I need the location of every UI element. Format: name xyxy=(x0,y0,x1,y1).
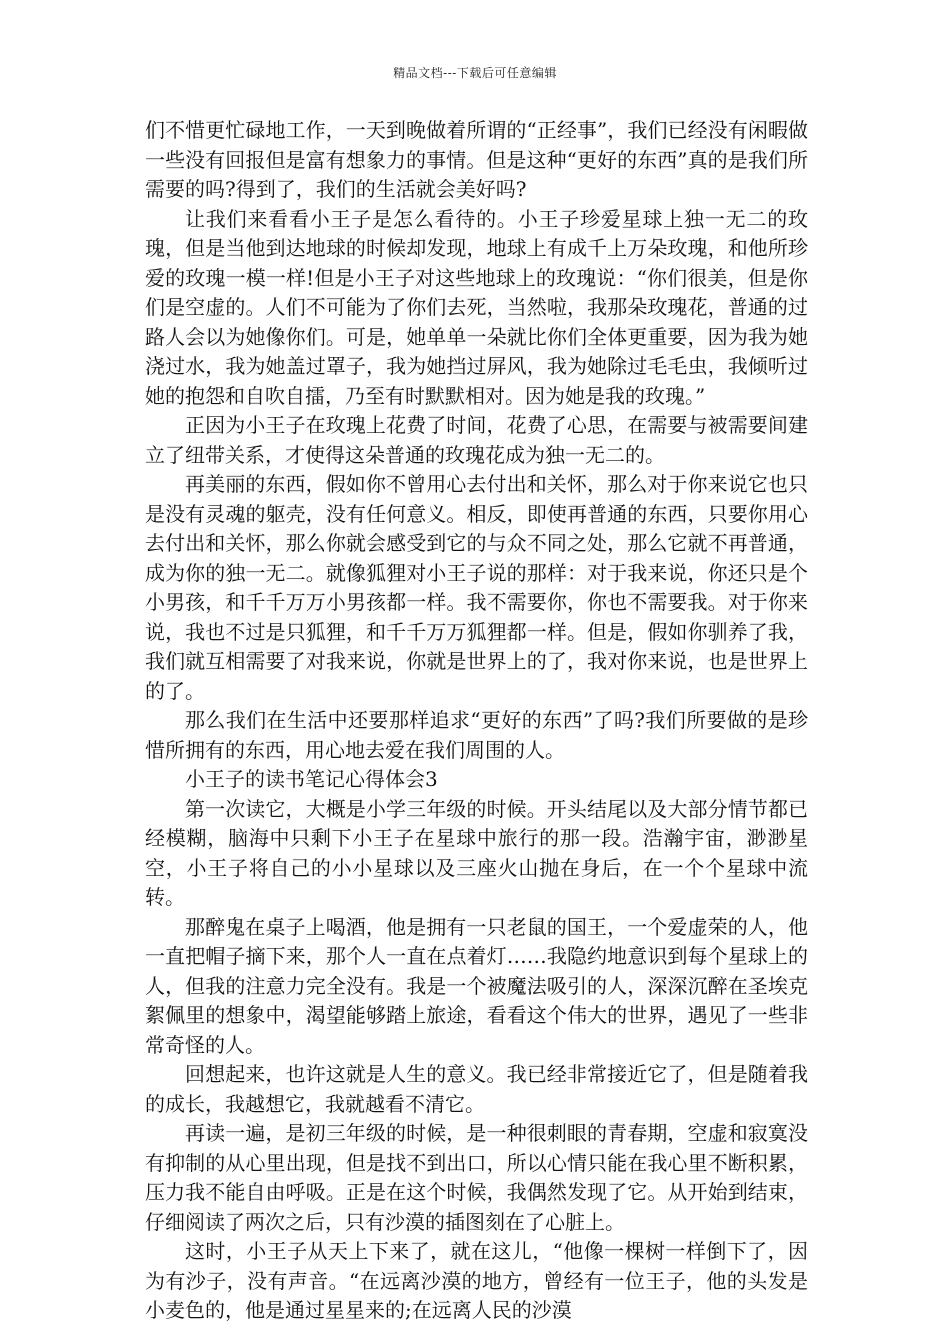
section-heading: 小王子的读书笔记心得体会3 xyxy=(185,767,438,791)
document-body xyxy=(145,116,808,1326)
paragraph: 们不惜更忙碌地工作，一天到晚做着所谓的“正经事”，我们已经没有闲暇做一些没有回报但是富有想象力的事情。但是这种“更好的东西”真的是我们所需要的吗?得到了，我们的生活就会美好吗? xyxy=(145,118,808,201)
paragraph: 那么我们在生活中还要那样追求“更好的东西”了吗?我们所要做的是珍惜所拥有的东西，用心地去爱在我们周围的人。 xyxy=(145,708,808,762)
paragraph: 这时，小王子从天上下来了，就在这儿，“他像一棵树一样倒下了，因为有沙子，没有声音。“在远离沙漠的地方，曾经有一位王子，他的头发是小麦色的，他是通过星星来的;在远离人民的沙漠 xyxy=(145,1239,808,1322)
paragraph: 回想起来，也许这就是人生的意义。我已经非常接近它了，但是随着我的成长，我越想它，我就越看不清它。 xyxy=(145,1062,808,1116)
paragraph: 第一次读它，大概是小学三年级的时候。开头结尾以及大部分情节都已经模糊，脑海中只剩下小王子在星球中旅行的那一段。浩瀚宇宙，渺渺星空，小王子将自己的小小星球以及三座火山抛在身后，在一个个星球中流转。 xyxy=(145,796,808,909)
page-header: 精品文档---下载后可任意编辑 xyxy=(393,66,557,80)
paragraph: 再读一遍，是初三年级的时候，是一种很刺眼的青春期，空虚和寂寞没有抑制的从心里出现，但是找不到出口，所以心情只能在我心里不断积累，压力我不能自由呼吸。正是在这个时候，我偶然发现了它。从开始到结束，仔细阅读了两次之后，只有沙漠的插图刻在了心脏上。 xyxy=(145,1121,808,1234)
paragraph: 正因为小王子在玫瑰上花费了时间，花费了心思，在需要与被需要间建立了纽带关系，才使得这朵普通的玫瑰花成为独一无二的。 xyxy=(145,413,808,467)
paragraph: 那醉鬼在桌子上喝酒，他是拥有一只老鼠的国王，一个爱虚荣的人，他一直把帽子摘下来，那个人一直在点着灯……我隐约地意识到每个星球上的人，但我的注意力完全没有。我是一个被魔法吸引的人，深深沉醉在圣埃克絮佩里的想象中，渴望能够踏上旅途，看看这个伟大的世界，遇见了一些非常奇怪的人。 xyxy=(145,914,808,1057)
paragraph: 让我们来看看小王子是怎么看待的。小王子珍爱星球上独一无二的玫瑰，但是当他到达地球的时候却发现，地球上有成千上万朵玫瑰，和他所珍爱的玫瑰一模一样!但是小王子对这些地球上的玫瑰说：“你们很美，但是你们是空虚的。人们不可能为了你们去死，当然啦，我那朵玫瑰花，普通的过路人会以为她像你们。可是，她单单一朵就比你们全体更重要，因为我为她浇过水，我为她盖过罩子，我为她挡过屏风，我为她除过毛毛虫，我倾听过她的抱怨和自吹自擂，乃至有时默默相对。因为她是我的玫瑰。” xyxy=(145,206,808,408)
paragraph: 再美丽的东西，假如你不曾用心去付出和关怀，那么对于你来说它也只是没有灵魂的躯壳，没有任何意义。相反，即使再普通的东西，只要你用心去付出和关怀，那么你就会感受到它的与众不同之处，那么它就不再普通，成为你的独一无二。就像狐狸对小王子说的那样：对于我来说，你还只是个小男孩，和千千万万小男孩都一样。我不需要你，你也不需要我。对于你来说，我也不过是只狐狸，和千千万万狐狸都一样。但是，假如你驯养了我，我们就互相需要了对我来说，你就是世界上的了，我对你来说，也是世界上的了。 xyxy=(145,472,808,703)
